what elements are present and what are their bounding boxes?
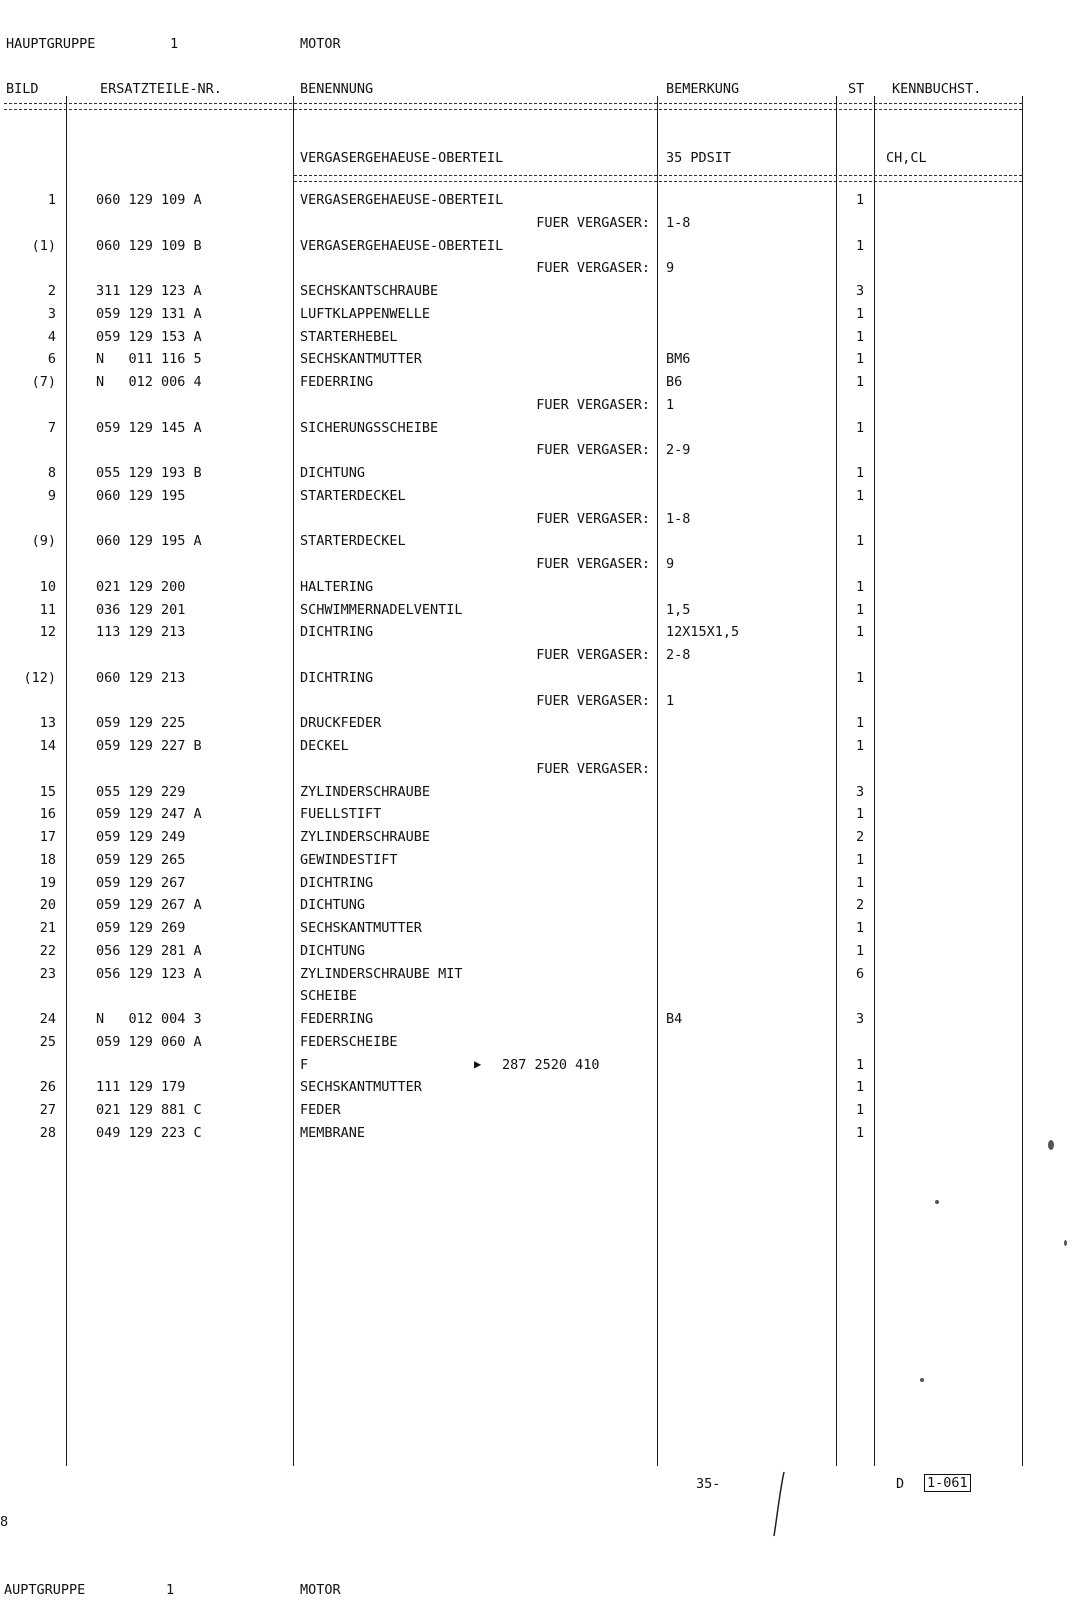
row-carburetor-note: FUER VERGASER: xyxy=(536,510,650,527)
row-remark: 1-8 xyxy=(666,214,691,231)
table-row xyxy=(0,1102,1084,1122)
row-part-number: 060 129 195 A xyxy=(96,533,202,550)
table-row xyxy=(0,988,1084,1008)
table-row xyxy=(0,1125,1084,1145)
row-quantity: 1 xyxy=(856,920,865,936)
group-name: MOTOR xyxy=(300,36,341,52)
table-row xyxy=(0,602,1084,622)
row-part-number: 059 129 227 B xyxy=(96,738,202,754)
row-quantity: 1 xyxy=(856,715,865,732)
row-remark: 1 xyxy=(666,692,675,709)
row-description: SECHSKANTSCHRAUBE xyxy=(300,283,439,299)
row-quantity: 1 xyxy=(856,1056,865,1073)
col-header-bem: BEMERKUNG xyxy=(666,81,740,97)
scan-speck xyxy=(1048,1140,1054,1150)
row-bild: 14 xyxy=(39,738,56,754)
table-row xyxy=(0,920,1084,940)
row-part-number: 111 129 179 xyxy=(96,1079,186,1096)
row-bild: 27 xyxy=(39,1102,56,1118)
row-description: SECHSKANTMUTTER xyxy=(300,351,422,368)
table-row xyxy=(0,283,1084,303)
row-quantity: 1 xyxy=(856,738,865,754)
row-description: FEDERSCHEIBE xyxy=(300,1033,398,1050)
row-part-number: N 012 004 3 xyxy=(96,1011,202,1027)
table-row xyxy=(0,966,1084,986)
section-letter: D xyxy=(896,1476,905,1492)
row-carburetor-note: FUER VERGASER: xyxy=(536,556,650,572)
row-quantity: 1 xyxy=(856,419,865,436)
row-part-number: 059 129 249 xyxy=(96,829,186,845)
table-row xyxy=(0,579,1084,599)
row-bild: 25 xyxy=(39,1033,56,1050)
row-quantity: 1 xyxy=(856,942,865,959)
row-part-number: 059 129 247 A xyxy=(96,806,202,823)
table-row xyxy=(0,784,1084,804)
row-carburetor-note: FUER VERGASER: xyxy=(536,647,650,663)
row-bild: 23 xyxy=(39,965,56,982)
row-bild: (7) xyxy=(31,374,56,390)
table-row xyxy=(0,806,1084,826)
row-quantity: 3 xyxy=(856,783,865,800)
left-margin-mark: 8 xyxy=(0,1514,9,1530)
table-row xyxy=(0,556,1084,576)
row-part-number: 055 129 229 xyxy=(96,783,186,800)
row-remark: 1,5 xyxy=(666,601,691,618)
row-quantity: 1 xyxy=(856,669,865,686)
row-remark: 12X15X1,5 xyxy=(666,624,740,641)
table-row xyxy=(0,238,1084,258)
row-bild: 1 xyxy=(47,192,56,208)
row-part-number: 056 129 281 A xyxy=(96,942,202,959)
row-quantity: 6 xyxy=(856,965,865,982)
row-description: FUELLSTIFT xyxy=(300,806,382,823)
table-row xyxy=(0,1034,1084,1054)
row-quantity: 1 xyxy=(856,305,865,322)
row-remark: 1 xyxy=(666,396,675,413)
row-part-number: 059 129 131 A xyxy=(96,305,202,322)
row-quantity: 1 xyxy=(856,533,865,550)
scan-speck xyxy=(1064,1240,1067,1246)
table-row xyxy=(0,192,1084,212)
table-row xyxy=(0,738,1084,758)
table-row xyxy=(0,715,1084,735)
row-bild: 2 xyxy=(47,283,56,299)
row-bild: (9) xyxy=(31,533,56,550)
table-row xyxy=(0,875,1084,895)
row-bild: 11 xyxy=(39,601,56,618)
row-bild: (12) xyxy=(23,669,56,686)
table-row xyxy=(0,829,1084,849)
row-description: DECKEL xyxy=(300,738,349,754)
row-description: DICHTRING xyxy=(300,874,374,891)
row-description: DICHTUNG xyxy=(300,897,366,914)
row-description: SCHEIBE xyxy=(300,988,357,1005)
row-quantity: 1 xyxy=(856,1079,865,1096)
scan-speck xyxy=(935,1200,939,1204)
table-row xyxy=(0,670,1084,690)
row-part-number: 059 129 153 A xyxy=(96,328,202,345)
row-bild: 18 xyxy=(39,851,56,868)
row-quantity: 1 xyxy=(856,351,865,368)
row-quantity: 1 xyxy=(856,578,865,595)
row-description: DICHTUNG xyxy=(300,942,366,959)
row-part-number: 059 129 265 xyxy=(96,851,186,868)
row-description: LUFTKLAPPENWELLE xyxy=(300,305,431,322)
row-bild: 16 xyxy=(39,806,56,823)
row-part-number: 036 129 201 xyxy=(96,601,186,618)
table-row xyxy=(0,329,1084,349)
row-part-number: 056 129 123 A xyxy=(96,965,202,982)
row-quantity: 3 xyxy=(856,283,865,299)
table-row xyxy=(0,260,1084,280)
row-description: FEDERRING xyxy=(300,374,374,390)
row-bild: 22 xyxy=(39,942,56,959)
row-quantity: 1 xyxy=(856,1102,865,1118)
row-bild: 10 xyxy=(39,578,56,595)
group-number: 1 xyxy=(170,36,179,52)
row-quantity: 1 xyxy=(856,374,865,390)
page-number: 35- xyxy=(696,1476,721,1492)
row-bild: 24 xyxy=(39,1011,56,1027)
row-remark: BM6 xyxy=(666,351,691,368)
row-bild: 20 xyxy=(39,897,56,914)
row-part-number: 021 129 200 xyxy=(96,578,186,595)
row-description: FEDER xyxy=(300,1102,341,1118)
row-description: FEDERRING xyxy=(300,1011,374,1027)
table-row xyxy=(0,420,1084,440)
row-description: VERGASERGEHAEUSE-OBERTEIL xyxy=(300,237,504,254)
pen-mark xyxy=(770,1470,790,1540)
table-row xyxy=(0,693,1084,713)
col-header-st: ST xyxy=(848,81,865,97)
col-header-nr: ERSATZTEILE-NR. xyxy=(100,81,222,97)
section-code: CH,CL xyxy=(886,150,927,166)
row-bild: (1) xyxy=(31,237,56,254)
row-carburetor-note: FUER VERGASER: xyxy=(536,442,650,459)
row-part-number: 021 129 881 C xyxy=(96,1102,202,1118)
scan-speck xyxy=(920,1378,924,1382)
row-part-number: N 012 006 4 xyxy=(96,374,202,390)
row-bild: 13 xyxy=(39,715,56,732)
row-bild: 7 xyxy=(47,419,56,436)
table-row xyxy=(0,943,1084,963)
row-quantity: 1 xyxy=(856,328,865,345)
section-remark: 35 PDSIT xyxy=(666,150,732,166)
row-quantity: 1 xyxy=(856,487,865,504)
row-description: MEMBRANE xyxy=(300,1124,366,1141)
row-quantity: 2 xyxy=(856,897,865,914)
row-part-number: 060 129 195 xyxy=(96,487,186,504)
row-part-number: 060 129 213 xyxy=(96,669,186,686)
row-part-number: 059 129 225 xyxy=(96,715,186,732)
row-quantity: 1 xyxy=(856,806,865,823)
table-row xyxy=(0,465,1084,485)
row-reference: 287 2520 410 xyxy=(502,1056,600,1073)
row-part-number: 059 129 269 xyxy=(96,920,186,936)
row-carburetor-note: FUER VERGASER: xyxy=(536,214,650,231)
row-quantity: 1 xyxy=(856,851,865,868)
table-row xyxy=(0,442,1084,462)
table-row xyxy=(0,852,1084,872)
row-quantity: 1 xyxy=(856,192,865,208)
table-row xyxy=(0,1011,1084,1031)
row-bild: 17 xyxy=(39,829,56,845)
row-description: SECHSKANTMUTTER xyxy=(300,1079,422,1096)
table-row xyxy=(0,624,1084,644)
table-row xyxy=(0,533,1084,553)
table-row xyxy=(0,306,1084,326)
row-remark: B4 xyxy=(666,1011,683,1027)
row-description: STARTERDECKEL xyxy=(300,533,406,550)
row-part-number: 049 129 223 C xyxy=(96,1124,202,1141)
row-bild: 3 xyxy=(47,305,56,322)
row-remark: 1-8 xyxy=(666,510,691,527)
col-header-bild: BILD xyxy=(6,81,39,97)
row-part-number: 059 129 267 xyxy=(96,874,186,891)
table-row xyxy=(0,488,1084,508)
catalog-code: 1-061 xyxy=(924,1474,971,1492)
table-row xyxy=(0,374,1084,394)
row-bild: 9 xyxy=(47,487,56,504)
row-quantity: 1 xyxy=(856,874,865,891)
row-part-number: 113 129 213 xyxy=(96,624,186,641)
row-description: STARTERDECKEL xyxy=(300,487,406,504)
table-row xyxy=(0,1079,1084,1099)
row-part-number: N 011 116 5 xyxy=(96,351,202,368)
row-carburetor-note: FUER VERGASER: xyxy=(536,692,650,709)
arrow-right-icon: ▶ xyxy=(474,1056,482,1071)
row-description: GEWINDESTIFT xyxy=(300,851,398,868)
row-bild: 4 xyxy=(47,328,56,345)
row-quantity: 1 xyxy=(856,465,865,481)
row-remark: 2-9 xyxy=(666,442,691,459)
table-row xyxy=(0,215,1084,235)
row-bild: 6 xyxy=(47,351,56,368)
row-description: ZYLINDERSCHRAUBE MIT xyxy=(300,965,463,982)
section-separator xyxy=(294,175,1022,182)
row-description: DICHTRING xyxy=(300,669,374,686)
next-group-number: 1 xyxy=(166,1582,175,1598)
table-row xyxy=(0,761,1084,781)
row-description: DRUCKFEDER xyxy=(300,715,382,732)
row-part-number: 059 129 145 A xyxy=(96,419,202,436)
row-description: DICHTRING xyxy=(300,624,374,641)
section-title: VERGASERGEHAEUSE-OBERTEIL xyxy=(300,150,504,166)
table-row xyxy=(0,351,1084,371)
row-description: SECHSKANTMUTTER xyxy=(300,920,422,936)
row-quantity: 1 xyxy=(856,1124,865,1141)
row-quantity: 1 xyxy=(856,624,865,641)
row-part-number: 060 129 109 A xyxy=(96,192,202,208)
next-group-label: AUPTGRUPPE xyxy=(4,1582,86,1598)
row-quantity: 1 xyxy=(856,237,865,254)
table-row xyxy=(0,897,1084,917)
row-carburetor-note: FUER VERGASER: xyxy=(536,396,650,413)
row-bild: 12 xyxy=(39,624,56,641)
row-description: DICHTUNG xyxy=(300,465,366,481)
col-header-ben: BENENNUNG xyxy=(300,81,374,97)
row-part-number: 311 129 123 A xyxy=(96,283,202,299)
next-group-name: MOTOR xyxy=(300,1582,341,1598)
row-carburetor-note: FUER VERGASER: xyxy=(536,760,650,777)
row-remark: B6 xyxy=(666,374,683,390)
table-row xyxy=(0,1057,1084,1077)
row-remark: 9 xyxy=(666,260,675,277)
col-header-kb: KENNBUCHST. xyxy=(892,81,982,97)
row-part-number: 059 129 060 A xyxy=(96,1033,202,1050)
group-label: HAUPTGRUPPE xyxy=(6,36,96,52)
row-description: SICHERUNGSSCHEIBE xyxy=(300,419,439,436)
row-description: SCHWIMMERNADELVENTIL xyxy=(300,601,463,618)
row-bild: 21 xyxy=(39,920,56,936)
row-description: HALTERING xyxy=(300,578,374,595)
row-bild: 26 xyxy=(39,1079,56,1096)
row-description: ZYLINDERSCHRAUBE xyxy=(300,829,431,845)
row-description: STARTERHEBEL xyxy=(300,328,398,345)
row-carburetor-note: FUER VERGASER: xyxy=(536,260,650,277)
row-description: F xyxy=(300,1056,309,1073)
row-bild: 15 xyxy=(39,783,56,800)
table-row xyxy=(0,511,1084,531)
row-part-number: 060 129 109 B xyxy=(96,237,202,254)
table-row xyxy=(0,397,1084,417)
table-row xyxy=(0,647,1084,667)
row-bild: 19 xyxy=(39,874,56,891)
row-remark: 9 xyxy=(666,556,675,572)
row-part-number: 055 129 193 B xyxy=(96,465,202,481)
row-remark: 2-8 xyxy=(666,647,691,663)
row-description: ZYLINDERSCHRAUBE xyxy=(300,783,431,800)
row-bild: 28 xyxy=(39,1124,56,1141)
row-bild: 8 xyxy=(47,465,56,481)
row-quantity: 3 xyxy=(856,1011,865,1027)
header-separator xyxy=(4,103,1022,110)
row-part-number: 059 129 267 A xyxy=(96,897,202,914)
row-quantity: 2 xyxy=(856,829,865,845)
row-quantity: 1 xyxy=(856,601,865,618)
row-description: VERGASERGEHAEUSE-OBERTEIL xyxy=(300,192,504,208)
